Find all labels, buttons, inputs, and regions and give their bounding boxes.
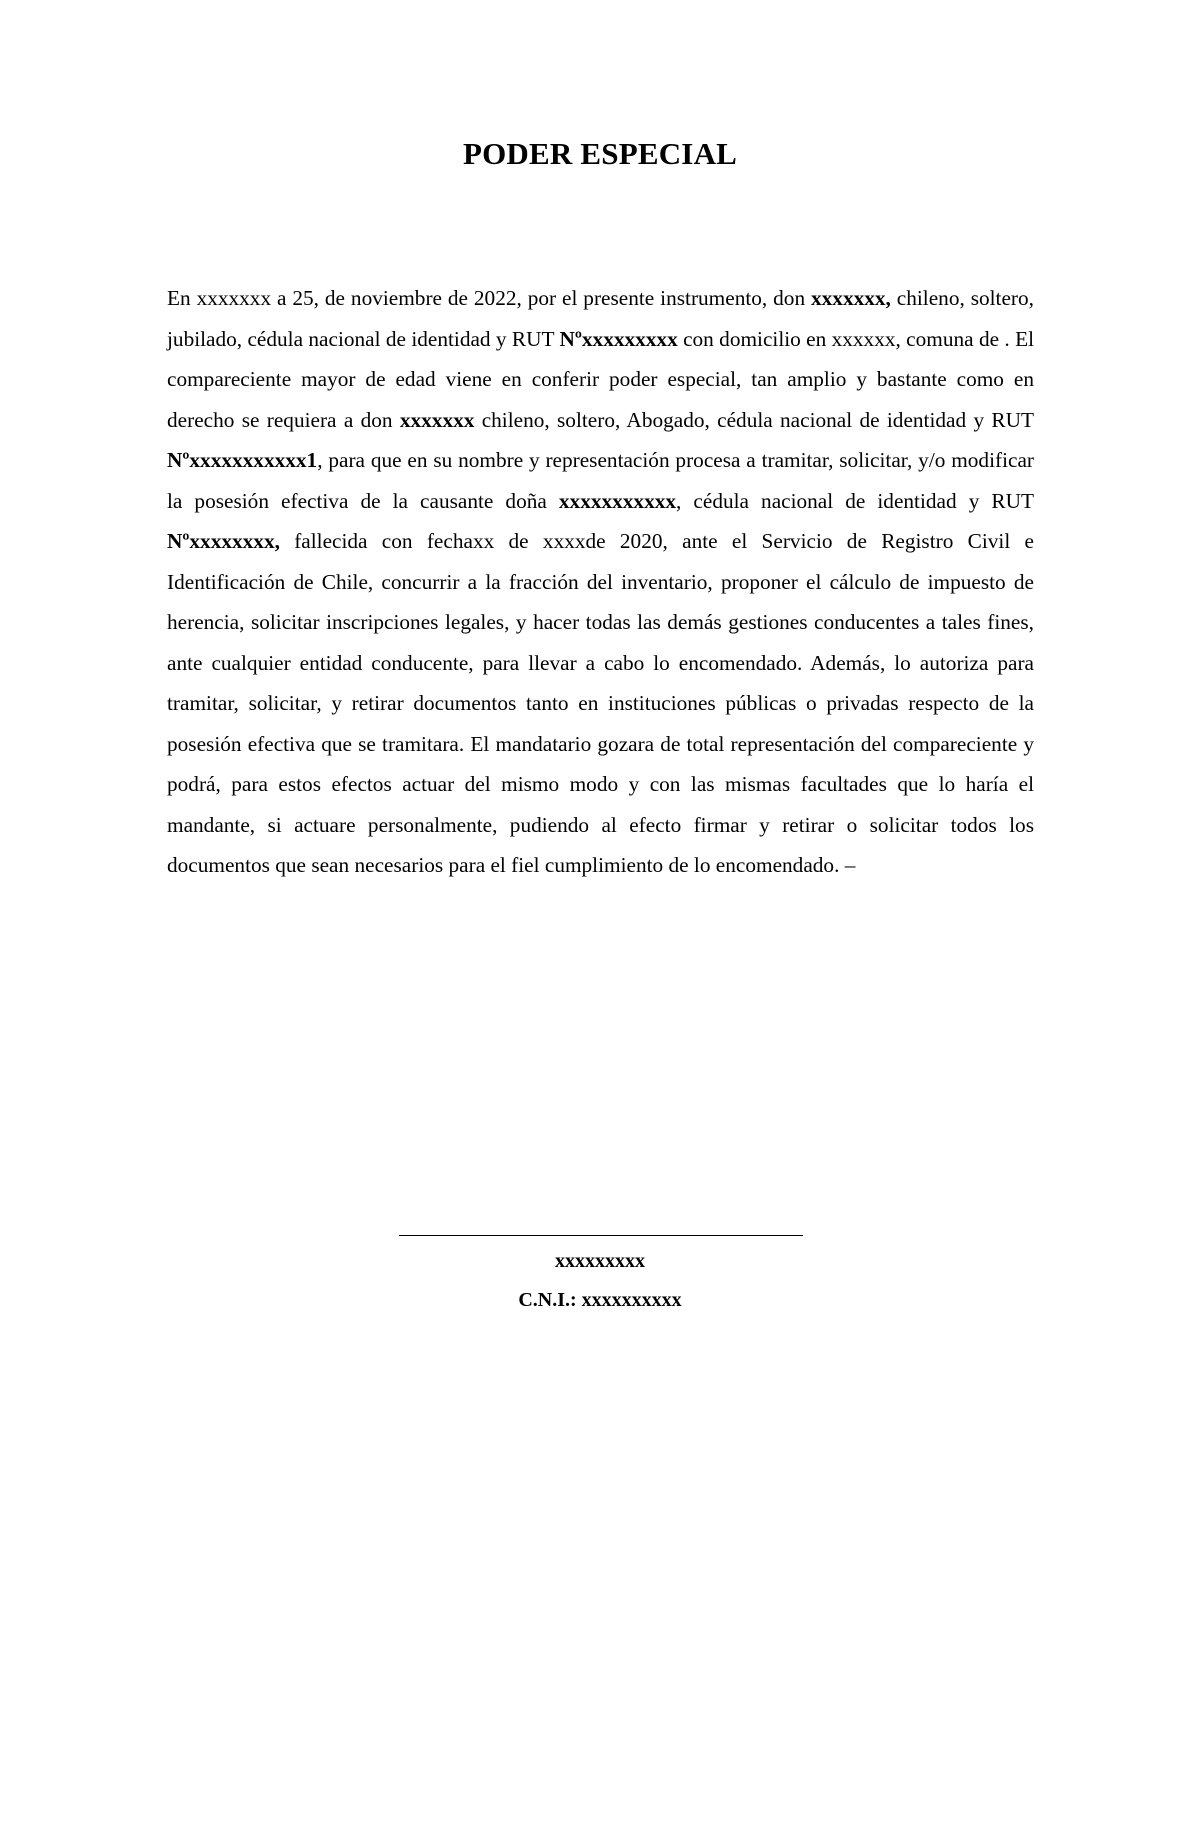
grantor-name: xxxxxxx, bbox=[811, 286, 891, 310]
attorney-rut: Nºxxxxxxxxxxx1 bbox=[167, 448, 318, 472]
paragraph-text: , cédula nacional de identidad y RUT bbox=[676, 488, 1035, 513]
grantor-rut: Nºxxxxxxxxx bbox=[559, 326, 678, 351]
paragraph-text: fallecida con fechaxx de xxxxde 2020, ante el Servicio de Registro Civil e Identificación de Chile, concurrir a la fracción del inventario, proponer el cálculo de impuesto de herencia, solicitar inscripciones legales, y hacer todas las demás gestiones conducentes a tales fines, ante cualquier entidad conducente, para llevar a cabo lo encomendado. Además, lo autoriza para tramitar, solicitar, y retirar documentos tanto en instituciones públicas o privadas respecto de la posesión efectiva que se tramitara. El mandatario gozara de total representación del compareciente y podrá, para estos efectos actuar del mismo modo y con las mismas facultades que lo haría el mandante, si actuare personalmente, pudiendo al efecto firmar y retirar o solicitar todos los documentos que sean necesarios para el fiel cumplimiento de lo encomendado. – bbox=[167, 529, 1034, 877]
signature-cni: C.N.I.: xxxxxxxxxx bbox=[518, 1289, 682, 1311]
body-paragraph bbox=[167, 278, 1034, 886]
paragraph-text: chileno, soltero, jubilado, cédula nacional de identidad y RUT bbox=[167, 286, 1034, 351]
paragraph-text: En xxxxxxx a 25, de noviembre de 2022, por el presente instrumento, don bbox=[167, 286, 811, 310]
signature-line bbox=[399, 1235, 803, 1236]
paragraph-text: chileno, soltero, Abogado, cédula nacional de identidad y RUT bbox=[474, 407, 1034, 432]
decedent-rut: Nºxxxxxxxx, bbox=[167, 529, 280, 553]
document-title: PODER ESPECIAL bbox=[462, 136, 738, 171]
paragraph-text: , para que en su nombre y representación procesa a tramitar, solicitar, y/o modificar la posesión efectiva de la causante doña bbox=[167, 448, 1034, 513]
paragraph-text: con domicilio en xxxxxx, comuna de . El compareciente mayor de edad viene en conferir poder especial, tan amplio y bastante como en derecho se requiera a don bbox=[167, 326, 1034, 432]
signature-name: xxxxxxxxx bbox=[555, 1250, 645, 1272]
attorney-name: xxxxxxx bbox=[399, 407, 475, 432]
decedent-name: xxxxxxxxxxx bbox=[558, 488, 677, 513]
